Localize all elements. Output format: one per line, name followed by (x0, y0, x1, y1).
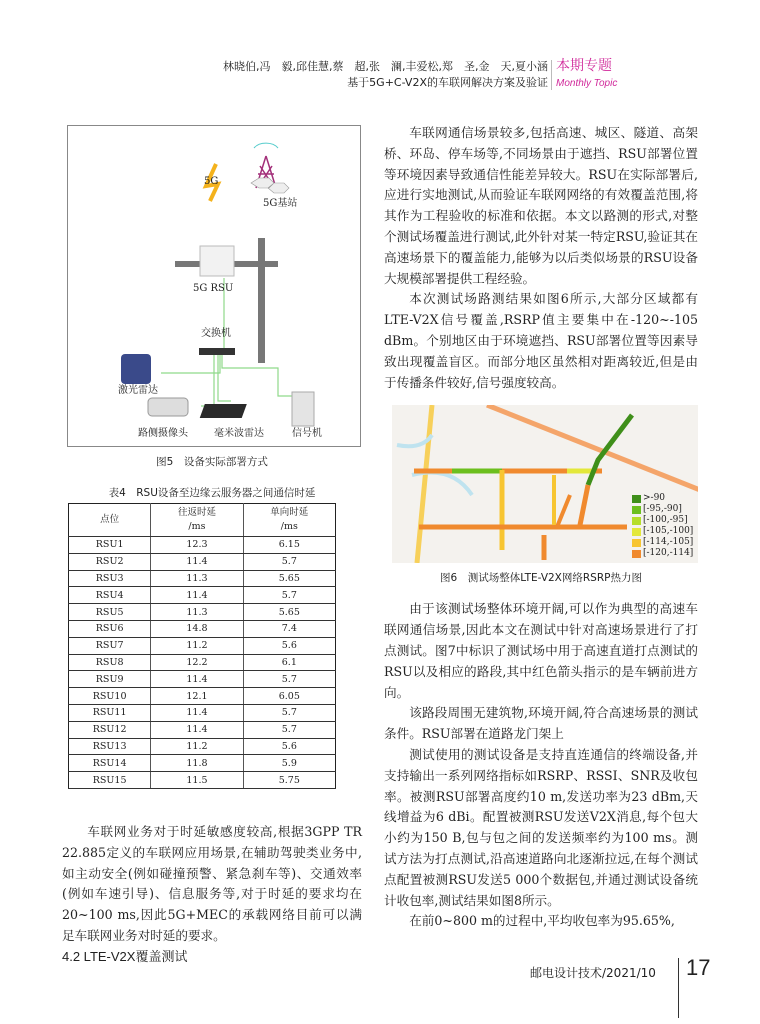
table-row (69, 704, 336, 721)
legend-label: [-100,-95] (643, 515, 688, 526)
table-4-title: 表4 RSU设备至边缘云服务器之间通信时延 (108, 487, 316, 499)
camera-icon (148, 398, 188, 416)
table-cell: 5.75 (243, 772, 335, 789)
right-paragraph-3: 由于该测试场整体环境开阔,可以作为典型的高速车联网通信场景,因此本文在测试中针对高速场景进行了打点测试。图7中标识了测试场中用于高速直道打点测试的RSU以及相应的路段,其中红色箭头指示的是车辆前进方向。 (384, 601, 698, 700)
header-authors: 林晓伯,冯 毅,邱佳慧,蔡 超,张 澜,丰爱松,郑 圣,金 天,夏小涵 (223, 60, 548, 73)
legend-entry (632, 537, 693, 548)
legend-entry (632, 515, 688, 526)
table-cell: 5.7 (243, 553, 335, 570)
table-cell: RSU6 (69, 620, 151, 637)
legend-swatch (632, 550, 641, 558)
table-header: 往返时延 /ms (151, 504, 243, 537)
lidar-icon (121, 354, 151, 384)
table-cell: RSU1 (69, 537, 151, 554)
legend-label: [-114,-105] (643, 537, 694, 548)
table-row (69, 738, 336, 755)
table-row (69, 604, 336, 621)
table-cell: RSU8 (69, 654, 151, 671)
legend-entry (632, 526, 693, 537)
table-cell: RSU11 (69, 704, 151, 721)
tower-icon (251, 143, 289, 193)
table-cell: 6.05 (243, 688, 335, 705)
table-cell: 11.8 (151, 755, 243, 772)
label-lidar: 激光雷达 (118, 385, 158, 396)
table-cell: 11.4 (151, 704, 243, 721)
table-cell: 5.7 (243, 704, 335, 721)
section-heading-4-2: 4.2 LTE-V2X覆盖测试 (62, 948, 188, 964)
table-row (69, 570, 336, 587)
right-paragraph-6: 在前0~800 m的过程中,平均收包率为95.65%, (409, 913, 675, 929)
legend-entry (632, 548, 693, 559)
switch-icon (199, 348, 235, 355)
table-cell: RSU14 (69, 755, 151, 772)
table-cell: 11.4 (151, 721, 243, 738)
table-row (69, 637, 336, 654)
table-header: 单向时延 /ms (243, 504, 335, 537)
label-5g: 5G (204, 176, 219, 187)
table-cell: 11.4 (151, 587, 243, 604)
table-cell: RSU2 (69, 553, 151, 570)
table-cell: RSU10 (69, 688, 151, 705)
right-paragraph-4: 该路段周围无建筑物,环境开阔,符合高速场景的测试条件。RSU部署在道路龙门架上 (384, 705, 698, 742)
table-cell: RSU5 (69, 604, 151, 621)
label-5g-rsu: 5G RSU (193, 283, 234, 294)
table-row (69, 620, 336, 637)
signal-cabinet-icon (292, 392, 314, 426)
right-paragraph-5: 测试使用的测试设备是支持直连通信的终端设备,并支持输出一系列网络指标如RSRP、RSSI、SNR及收包率。被测RSU部署高度约10 m,发送功率为23 dBm,天线增益为6 dBi。配置被测RSU发送V2X消息,每个包大小约为150 B,包与包之间的发送频率约为100 ms。测试方法为打点测试,沿高速道路向北逐渐拉远,在每个测试点配置被测RSU发送5 000个数据包,并通过测试设备统计收包率,测试结果如图8所示。 (384, 746, 698, 908)
table-cell: 5.65 (243, 570, 335, 587)
table-row (69, 688, 336, 705)
figure-6-heatmap (392, 405, 698, 563)
table-cell: RSU4 (69, 587, 151, 604)
table-row (69, 553, 336, 570)
table-row (69, 755, 336, 772)
left-paragraph-1: 车联网业务对于时延敏感度较高,根据3GPP TR 22.885定义的车联网应用场景,在辅助驾驶类业务中,如主动安全(例如碰撞预警、紧急刹车等)、交通效率(例如车速引导)、信息服务等,对于时延的要求均在20~100 ms,因此5G+MEC的承载网络目前可以满足车联网业务对时延的要求。 (62, 824, 362, 943)
table-row (69, 671, 336, 688)
figure-5-caption: 图5 设备实际部署方式 (156, 456, 268, 468)
table-cell: 5.9 (243, 755, 335, 772)
table-cell: 6.1 (243, 654, 335, 671)
table-cell: 5.7 (243, 671, 335, 688)
pole-vertical (258, 238, 265, 363)
header-section-en: Monthly Topic (556, 78, 618, 89)
table-cell: 5.6 (243, 637, 335, 654)
table-cell: 12.3 (151, 537, 243, 554)
table-cell: RSU3 (69, 570, 151, 587)
figure-6-caption: 图6 测试场整体LTE-V2X网络RSRP热力图 (440, 572, 642, 585)
table-row (69, 654, 336, 671)
table-cell: 5.65 (243, 604, 335, 621)
table-row (69, 537, 336, 554)
table-4 (68, 503, 336, 789)
table-cell: 11.3 (151, 570, 243, 587)
footer-journal: 邮电设计技术/2021/10 (530, 966, 656, 980)
table-cell: 5.7 (243, 587, 335, 604)
table-cell: 14.8 (151, 620, 243, 637)
table-cell: RSU12 (69, 721, 151, 738)
legend-label: >-90 (643, 493, 666, 504)
label-mmwave: 毫米波雷达 (214, 428, 264, 439)
table-cell: RSU7 (69, 637, 151, 654)
table-cell: 12.2 (151, 654, 243, 671)
legend-entry (632, 504, 682, 515)
label-signal: 信号机 (292, 428, 322, 439)
header-divider (551, 60, 552, 90)
table-row (69, 587, 336, 604)
table-cell: 12.1 (151, 688, 243, 705)
table-cell: 7.4 (243, 620, 335, 637)
table-cell: 11.5 (151, 772, 243, 789)
legend-label: [-105,-100] (643, 526, 694, 537)
label-switch: 交换机 (201, 328, 231, 339)
label-5g-station: 5G基站 (263, 198, 298, 209)
table-cell: 11.3 (151, 604, 243, 621)
table-cell: 6.15 (243, 537, 335, 554)
table-cell: 11.2 (151, 637, 243, 654)
right-paragraph-2: 本次测试场路测结果如图6所示,大部分区域都有LTE-V2X信号覆盖,RSRP值主要集中在-120~-105 dBm。个别地区由于环境遮挡、RSU部署位置等因素导致出现覆盖盲区。而部分地区虽然相对距离较近,但是由于传播条件较好,信号强度较高。 (384, 291, 698, 390)
table-cell: 11.4 (151, 553, 243, 570)
legend-swatch (632, 539, 641, 547)
legend-label: [-95,-90] (643, 504, 682, 515)
header-section: 本期专题 (556, 58, 612, 74)
table-cell: 11.2 (151, 738, 243, 755)
header-title: 基于5G+C-V2X的车联网解决方案及验证 (347, 76, 548, 89)
table-cell: 5.7 (243, 721, 335, 738)
right-paragraph-1: 车联网通信场景较多,包括高速、城区、隧道、高架桥、环岛、停车场等,不同场景由于遮挡、RSU部署位置等环境因素导致通信性能差异较大。RSU在实际部署后,应进行实地测试,从而验证车联网网络的有效覆盖范围,将其作为工程验收的标准和依据。本文以路测的形式,对整个测试场覆盖进行测试,此外针对某一特定RSU,验证其在高速场景下的覆盖能力,能够为以后类似场景的RSU设备大规模部署提供工程经验。 (384, 125, 698, 286)
mmwave-radar-icon (200, 404, 247, 418)
right-column (384, 123, 698, 932)
page-number: 17 (686, 955, 711, 980)
legend-swatch (632, 495, 641, 503)
table-row (69, 721, 336, 738)
table-header: 点位 (69, 504, 151, 537)
label-camera: 路侧摄像头 (138, 428, 188, 439)
table-row (69, 772, 336, 789)
legend-entry (632, 493, 665, 504)
left-column-text (62, 822, 362, 968)
figure-5-diagram (67, 125, 361, 447)
legend-swatch (632, 506, 641, 514)
table-cell: RSU15 (69, 772, 151, 789)
table-cell: 11.4 (151, 671, 243, 688)
footer-divider (678, 958, 679, 1018)
rsu-device-icon (200, 246, 234, 276)
legend-label: [-120,-114] (643, 548, 694, 559)
legend-swatch (632, 528, 641, 536)
table-cell: RSU13 (69, 738, 151, 755)
table-cell: 5.6 (243, 738, 335, 755)
legend-swatch (632, 517, 641, 525)
table-cell: RSU9 (69, 671, 151, 688)
